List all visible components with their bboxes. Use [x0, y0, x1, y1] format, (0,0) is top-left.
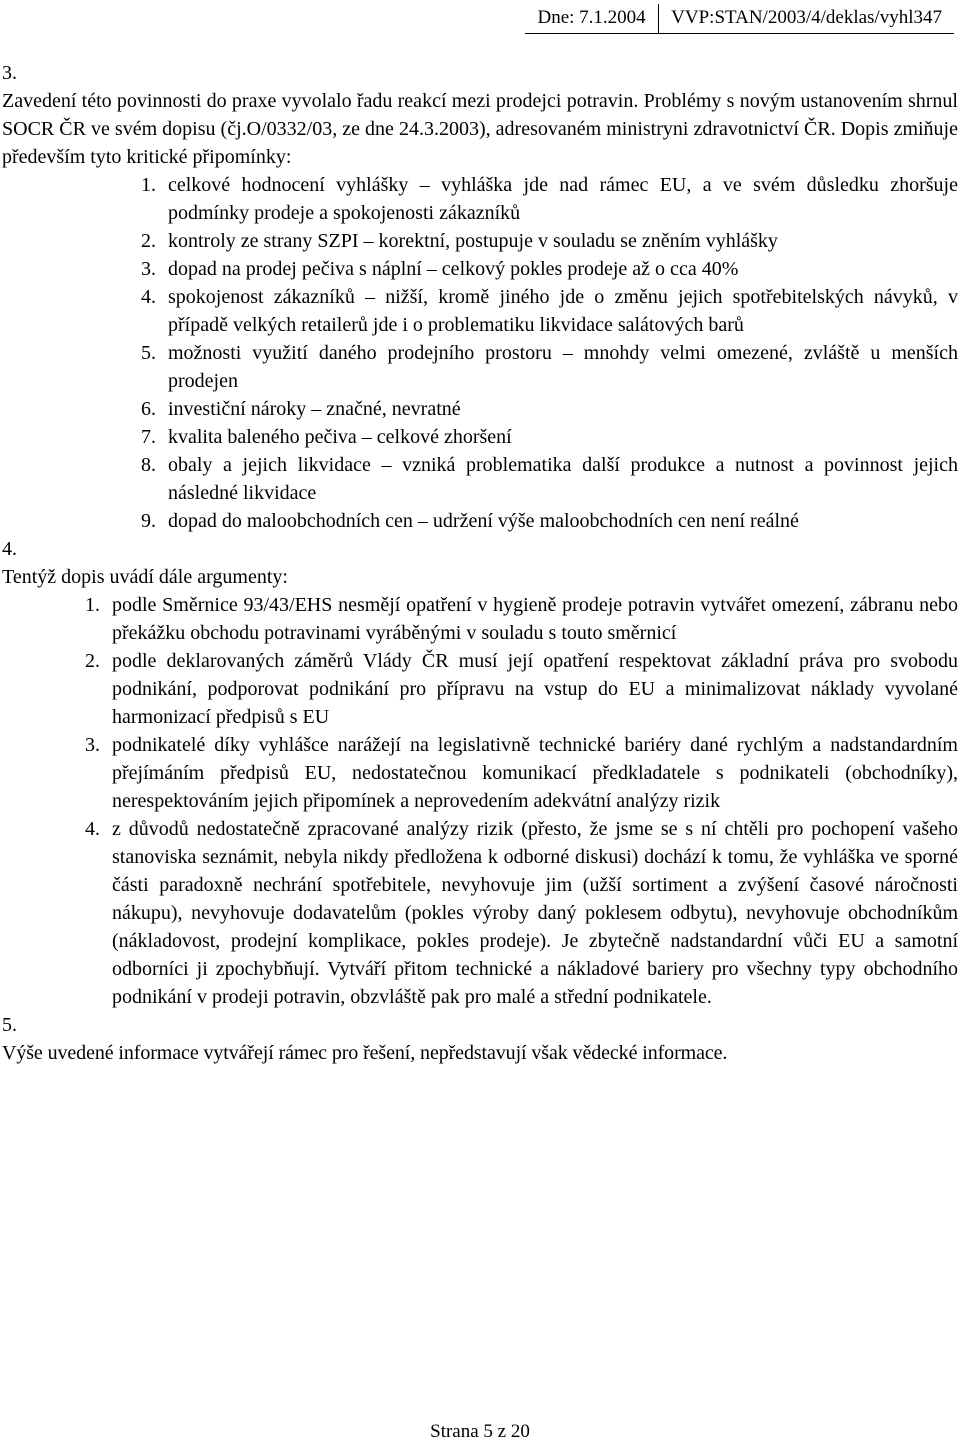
list-item — [2, 395, 958, 423]
list-item — [2, 591, 958, 647]
section-5 — [2, 1011, 958, 1067]
header-reference: VVP:STAN/2003/4/deklas/vyhl347 — [671, 7, 942, 28]
item-number: 8. — [141, 454, 156, 476]
list-item — [2, 451, 958, 507]
item-number: 1. — [85, 594, 100, 616]
header-date: Dne: 7.1.2004 — [537, 7, 646, 28]
item-text: investiční nároky – značné, nevratné — [168, 398, 461, 420]
page-number: Strana 5 z 20 — [430, 1421, 530, 1442]
item-text: celkové hodnocení vyhlášky – vyhláška jde nad rámec EU, a ve svém důsledku zhoršuje podmínky prodeje a spokojenosti zákazníků — [168, 174, 958, 224]
item-text: podle Směrnice 93/43/EHS nesmějí opatření v hygieně prodeje potravin vytvářet omezení, zábranu nebo překážku obchodu potravinami vyráběnými v souladu s touto směrnicí — [112, 594, 958, 644]
item-text: možnosti využití daného prodejního prostoru – mnohdy velmi omezené, zvláště u menších prodejen — [168, 342, 958, 392]
item-number: 5. — [141, 342, 156, 364]
list-item — [2, 227, 958, 255]
item-text: obaly a jejich likvidace – vzniká problematika další produkce a nutnost a povinnost jejich následné likvidace — [168, 454, 958, 504]
arguments-list — [2, 591, 958, 1011]
section-4 — [2, 535, 958, 1011]
document-body — [2, 59, 958, 1067]
item-number: 4. — [85, 818, 100, 840]
section-intro: Výše uvedené informace vytvářejí rámec pro řešení, nepředstavují však vědecké informace. — [2, 1042, 728, 1064]
item-text: dopad na prodej pečiva s náplní – celkový pokles prodeje až o cca 40% — [168, 258, 739, 280]
list-item — [2, 507, 958, 535]
list-item — [2, 815, 958, 1011]
item-number: 2. — [85, 650, 100, 672]
item-text: podle deklarovaných záměrů Vlády ČR musí její opatření respektovat základní práva pro svobodu podnikání, podporovat podnikání pro přípravu na vstup do EU a minimalizovat náklady vyvolané harmonizací předpisů s EU — [112, 650, 958, 728]
item-text: z důvodů nedostatečně zpracované analýzy rizik (přesto, že jsme se s ní chtěli pro pochopení vašeho stanoviska seznámit, nebyla nikdy předložena k odborné diskusi) dochází k tomu, že vyhláška ve sporné části paradoxně nechrání spotřebitele, nevyhovuje jim (užší sortiment a zvýšení časové náročnosti nákupu), nevyhovuje dodavatelům (pokles výroby daný poklesem odbytu), nevyhovuje obchodníkům (nákladovost, prodejní komplikace, pokles prodeje). Je zbytečně nadstandardní vůči EU a samotní odborníci ji zpochybňují. Vytváří přitom technické a nákladové bariery pro všechny typy obchodního podnikání v prodeji potravin, obzvláště pak pro malé a střední podnikatele. — [112, 818, 958, 1008]
list-item — [2, 171, 958, 227]
list-item — [2, 283, 958, 339]
item-text: spokojenost zákazníků – nižší, kromě jiného jde o změnu jejich spotřebitelských návyků, v případě velkých retailerů jde i o problematiku likvidace salátových barů — [168, 286, 958, 336]
item-number: 9. — [141, 510, 156, 532]
item-text: podnikatelé díky vyhlášce narážejí na legislativně technické bariéry dané rychlým a nadstandardním přejímáním předpisů EU, nedostatečnou komunikací předkladatele s podnikateli (obchodníky), nerespektováním jejich připomínek a neprovedením adekvátní analýzy rizik — [112, 734, 958, 812]
item-number: 1. — [141, 174, 156, 196]
item-number: 7. — [141, 426, 156, 448]
item-number: 3. — [141, 258, 156, 280]
item-number: 3. — [85, 734, 100, 756]
item-text: kontroly ze strany SZPI – korektní, postupuje v souladu se zněním vyhlášky — [168, 230, 778, 252]
list-item — [2, 255, 958, 283]
item-number: 6. — [141, 398, 156, 420]
section-intro: Tentýž dopis uvádí dále argumenty: — [2, 566, 288, 588]
section-number: 4. — [2, 538, 17, 560]
item-text: dopad do maloobchodních cen – udržení výše maloobchodních cen není reálné — [168, 510, 799, 532]
document-header — [525, 4, 954, 34]
list-item — [2, 339, 958, 395]
list-item — [2, 731, 958, 815]
section-number: 5. — [2, 1014, 17, 1036]
list-item — [2, 647, 958, 731]
list-item — [2, 423, 958, 451]
item-number: 4. — [141, 286, 156, 308]
section-3 — [2, 59, 958, 535]
section-number: 3. — [2, 62, 17, 84]
complaints-list — [2, 171, 958, 535]
section-intro: Zavedení této povinnosti do praxe vyvolalo řadu reakcí mezi prodejci potravin. Problémy s novým ustanovením shrnul SOCR ČR ve svém dopisu (čj.O/0332/03, ze dne 24.3.2003), adresovaném ministryni zdravotnictví ČR. Dopis zmiňuje především tyto kritické připomínky: — [2, 90, 958, 168]
item-text: kvalita baleného pečiva – celkové zhoršení — [168, 426, 512, 448]
item-number: 2. — [141, 230, 156, 252]
